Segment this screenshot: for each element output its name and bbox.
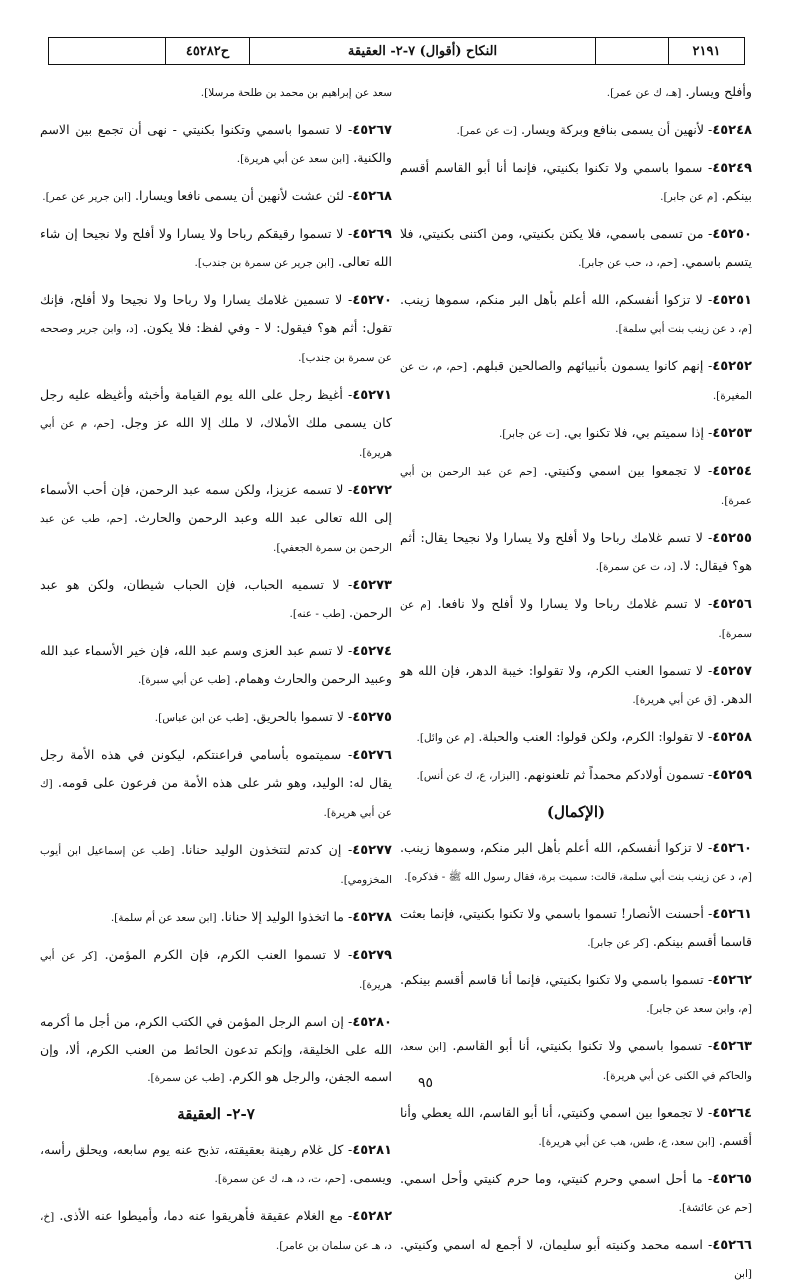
- hadith-source: [ق عن أبي هريرة].: [632, 694, 717, 706]
- right-column: [400, 78, 752, 1280]
- hadith-number: ٤٥٢٦١: [712, 907, 752, 922]
- hadith-source: [د، ت عن سمرة].: [595, 561, 676, 573]
- hadith-text: - لا تجمعوا بين اسمي وكنيتي.: [543, 463, 713, 478]
- hadith-text: - لئن عشت لأنهين أن يسمى نافعا ويسارا.: [135, 188, 353, 203]
- hadith-number: ٤٥٢٧٧: [352, 843, 392, 858]
- hadith-entry: [40, 836, 392, 894]
- hadith-number: ٤٥٢٥٤: [712, 464, 752, 479]
- hadith-number: ٤٥٢٥٢: [712, 359, 752, 374]
- hadith-source: [م، د عن زينب بنت أبي سلمة].: [615, 323, 752, 335]
- hadith-source: [م عن سمرة].: [400, 599, 752, 640]
- hadith-number: ٤٥٢٥٧: [712, 664, 752, 679]
- hadith-source: [حم عن عائشة].: [678, 1202, 752, 1214]
- hadith-source: [خ، د، هـ عن سلمان بن عامر].: [40, 1211, 392, 1252]
- hadith-text: - سميتموه بأسامي فراعنتكم، ليكونن في هذه الأمة رجل يقال له: الوليد، وهو شر على هذه الأمة من فرعون على قومه.: [40, 747, 392, 790]
- hadith-text: - تسمون أولادكم محمداً ثم تلعنونهم.: [523, 767, 713, 782]
- hadith-source: [حم، م عن أبي هريرة].: [40, 418, 392, 459]
- hadith-text: - لا تزكوا أنفسكم، الله أعلم بأهل البر منكم، سموها زينب.: [400, 292, 713, 307]
- hadith-text: - مع الغلام عقيقة فأهريقوا عنه دما، وأميطوا عنه الأذى.: [59, 1208, 353, 1223]
- hadith-source: [ابن سعد عن أم سلمة].: [110, 912, 217, 924]
- hadith-entry: [400, 761, 752, 790]
- hadith-text: - أغيظ رجل على الله يوم القيامة وأخبثه وأغيظه عليه رجل كان يسمى ملك الأملاك، لا ملك إلا الله عز وجل.: [40, 387, 393, 430]
- hadith-number: ٤٥٢٥١: [712, 293, 752, 308]
- hadith-source: [كر عن أبي هريرة].: [40, 950, 392, 991]
- hadith-number: ٤٥٢٦٨: [352, 189, 392, 204]
- hadith-entry: [40, 116, 392, 173]
- hadith-number: ٤٥٢٧٠: [352, 293, 392, 308]
- hadith-text: - إنهم كانوا يسمون بأنبيائهم والصالحين قبلهم.: [471, 358, 713, 373]
- hadith-entry: [40, 637, 392, 694]
- header-title: النكاح (أقوال) ٧-٢- العقيقة: [249, 38, 595, 64]
- header-page-number: ٢١٩١: [668, 38, 744, 64]
- hadith-entry: [400, 900, 752, 957]
- hadith-entry: [400, 1231, 752, 1288]
- hadith-text: - لا تسموا رقيقكم رباحا ولا يسارا ولا أفلح ولا نجيحا إن شاء الله تعالى.: [40, 226, 392, 269]
- hadith-entry: [40, 903, 392, 932]
- hadith-entry: [40, 476, 392, 562]
- hadith-entry: [400, 1032, 752, 1090]
- hadith-number: ٤٥٢٥٠: [712, 227, 752, 242]
- hadith-source: [ابن سعد، ع، طس، هب عن أبي هريرة].: [538, 1136, 715, 1148]
- hadith-entry: [400, 966, 752, 1023]
- hadith-source: [حم، د، حب عن جابر].: [578, 257, 678, 269]
- hadith-source: [ت عن جابر].: [498, 428, 560, 440]
- hadith-number: ٤٥٢٥٩: [712, 768, 752, 783]
- hadith-entry: [40, 703, 392, 732]
- text-columns: [40, 78, 752, 1280]
- hadith-source: [د، وابن جرير وصححه عن سمرة بن جندب].: [40, 323, 392, 364]
- hadith-source: [ابن جرير عن سمرة بن جندب].: [194, 257, 334, 269]
- hadith-entry: [400, 657, 752, 714]
- section-heading: ٧-٢- العقيقة: [177, 1105, 255, 1123]
- hadith-number: ٤٥٢٦٤: [712, 1106, 752, 1121]
- hadith-text: - لا تسموا باسمي وتكنوا بكنيتي - نهى أن تجمع بين الاسم والكنية.: [40, 122, 392, 165]
- hadith-source: [البزار، ع، ك عن أنس].: [416, 770, 520, 782]
- hadith-text: - لا تسم غلامك رباحا ولا يسارا ولا أفلح ولا نافعا.: [437, 596, 713, 611]
- hadith-text: - لا تسموا بالحريق.: [252, 709, 353, 724]
- hadith-number: ٤٥٢٦٢: [712, 973, 752, 988]
- hadith-text: - كل غلام رهينة بعقيقته، تذبح عنه يوم سابعه، ويحلق رأسه، ويسمى.: [40, 1142, 392, 1185]
- hadith-text: - لا تسم غلامك رباحا ولا أفلح ولا يسارا ولا نجيحا يقال: أثم هو؟ فيقال: لا.: [400, 530, 752, 573]
- hadith-source: [ك عن أبي هريرة].: [40, 778, 392, 819]
- hadith-text: - لا تسم عبد العزى وسم عبد الله، فإن خير الأسماء عبد الله وعبيد الرحمن والحارث وهمام.: [40, 643, 392, 686]
- hadith-text: - لا تسمين غلامك يسارا ولا رباحا ولا نجيحا ولا أفلح، فإنك تقول: أثم هو؟ فيقول: لا - وفي لفظ: فلا يكون.: [40, 292, 392, 335]
- hadith-text: - لا تقولوا: الكرم، ولكن قولوا: العنب والحبلة.: [478, 729, 713, 744]
- hadith-text: - أحسنت الأنصار! تسموا باسمي ولا تكنوا بكنيتي، فإنما بعثت قاسما أقسم بينكم.: [400, 906, 752, 949]
- hadith-number: ٤٥٢٧٤: [352, 644, 392, 659]
- hadith-source: [حم، م، ت عن المغيرة].: [400, 361, 752, 402]
- hadith-source: [م عن وائل].: [416, 732, 475, 744]
- hadith-source: [طب - عنه].: [289, 608, 346, 620]
- hadith-number: ٤٥٢٥٣: [712, 426, 752, 441]
- hadith-entry: [400, 286, 752, 343]
- hadith-entry: [40, 1136, 392, 1193]
- hadith-text: - اسمه محمد وكنيته أبو سليمان، لا أجمع له اسمي وكنيتي.: [400, 1237, 713, 1252]
- header-blank-cell: [49, 38, 165, 64]
- hadith-number: ٤٥٢٦٠: [712, 841, 752, 856]
- hadith-number: ٤٥٢٧٦: [352, 748, 392, 763]
- hadith-source: [م عن جابر].: [660, 191, 718, 203]
- hadith-text: - سموا باسمي ولا تكنوا بكنيتي، فإنما أنا أبو القاسم أقسم بينكم.: [400, 160, 752, 203]
- hadith-text: - من تسمى باسمي، فلا يكتن بكنيتي، ومن اكتنى بكنيتي، فلا يتسم باسمي.: [400, 226, 752, 269]
- hadith-number: ٤٥٢٤٩: [712, 161, 752, 176]
- hadith-source: [طب عن سمرة].: [147, 1072, 225, 1084]
- hadith-number: ٤٥٢٨١: [352, 1143, 392, 1158]
- hadith-text: - لا تسميه الحباب، فإن الحباب شيطان، ولكن هو عبد الرحمن.: [40, 577, 392, 620]
- hadith-source: [ابن: [734, 1268, 752, 1280]
- hadith-text: - لا تزكوا أنفسكم، الله أعلم بأهل البر منكم، وسموها زينب.: [400, 840, 713, 855]
- hadith-number: ٤٥٢٧١: [352, 388, 392, 403]
- hadith-entry: [40, 220, 392, 277]
- hadith-number: ٤٥٢٥٨: [712, 730, 752, 745]
- page-header: [48, 37, 745, 65]
- hadith-entry: [400, 220, 752, 277]
- hadith-text: - إن كدتم لتتخذون الوليد حنانا.: [181, 842, 353, 857]
- hadith-number: ٤٥٢٧٣: [352, 578, 392, 593]
- hadith-text: - إن اسم الرجل المؤمن في الكتب الكرم، من أجل ما أكرمه الله على الخليقة، وإنكم تدعون الحائط من العنب الكرم، ألا، وإن اسمه الجفن، والرجل هو الكرم.: [40, 1014, 392, 1084]
- hadith-entry: [400, 1165, 752, 1222]
- hadith-entry: [400, 457, 752, 515]
- hadith-entry: [400, 723, 752, 752]
- hadith-entry: [40, 741, 392, 827]
- hadith-source: [م، وابن سعد عن جابر].: [646, 1003, 752, 1015]
- left-column: [40, 78, 393, 1252]
- hadith-entry: [40, 1008, 392, 1092]
- hadith-number: ٤٥٢٧٨: [352, 910, 392, 925]
- hadith-text: - ما اتخذوا الوليد إلا حنانا.: [220, 909, 353, 924]
- hadith-number: ٤٥٢٦٥: [712, 1172, 752, 1187]
- hadith-entry: [40, 941, 392, 999]
- hadith-entry: [40, 381, 392, 467]
- hadith-number: ٤٥٢٦٧: [352, 123, 392, 138]
- hadith-number: ٤٥٢٥٦: [712, 597, 752, 612]
- hadith-entry: [40, 571, 392, 628]
- hadith-source: [ابن سعد، والحاكم في الكنى عن أبي هريرة].: [400, 1041, 752, 1082]
- hadith-number: ٤٥٢٨٠: [352, 1015, 392, 1030]
- hadith-number: ٤٥٢٧٩: [352, 948, 392, 963]
- hadith-number: ٤٥٢٥٥: [712, 531, 752, 546]
- hadith-number: ٤٥٢٦٦: [712, 1238, 752, 1253]
- hadith-entry: [400, 419, 752, 448]
- hadith-entry: [40, 1202, 392, 1260]
- hadith-entry: [400, 154, 752, 211]
- hadith-number: ٤٥٢٦٣: [712, 1039, 752, 1054]
- hadith-entry: [400, 834, 752, 891]
- hadith-text: - لا تجمعوا بين اسمي وكنيتي، أنا أبو القاسم، الله يعطي وأنا أقسم.: [400, 1105, 752, 1148]
- hadith-number: ٤٥٢٨٢: [352, 1209, 393, 1224]
- hadith-source: [ت عن عمر].: [456, 125, 517, 137]
- hadith-entry: [400, 116, 752, 145]
- hadith-source: [حم، ت، د، هـ، ك عن سمرة].: [214, 1173, 346, 1185]
- hadith-entry: [40, 182, 392, 211]
- hadith-source: [حم عن عبد الرحمن بن أبي عمرة].: [400, 466, 752, 507]
- hadith-source: [طب عن ابن عباس].: [154, 712, 249, 724]
- hadith-text: - إذا سميتم بي، فلا تكنوا بي.: [563, 425, 713, 440]
- hadith-text: وأفلح ويسار.: [685, 84, 752, 99]
- hadith-number: ٤٥٢٧٥: [352, 710, 392, 725]
- hadith-text: - لا تسموا العنب الكرم، فإن الكرم المؤمن.: [104, 947, 353, 962]
- hadith-text: - لا تسموا العنب الكرم، ولا تقولوا: خيبة الدهر، فإن الله هو الدهر.: [400, 663, 752, 706]
- hadith-source: [طب عن أبي سبرة].: [137, 674, 231, 686]
- hadith-entry: [400, 78, 752, 107]
- hadith-entry: [40, 78, 392, 107]
- hadith-source: [حم، طب عن عبد الرحمن بن سمرة الجعفي].: [40, 513, 392, 554]
- hadith-source: [كر عن جابر].: [587, 937, 649, 949]
- footer-mark: ٩٥: [418, 1075, 434, 1091]
- hadith-source: [ابن سعد عن أبي هريرة].: [236, 153, 350, 165]
- hadith-text: - لأنهين أن يسمى بنافع وبركة ويسار.: [521, 122, 713, 137]
- hadith-entry: [400, 524, 752, 581]
- hadith-number: ٤٥٢٤٨: [712, 123, 752, 138]
- hadith-number: ٤٥٢٧٢: [352, 483, 392, 498]
- hadith-source: سعد عن إبراهيم بن محمد بن طلحة مرسلا].: [200, 87, 392, 99]
- hadith-entry: [40, 286, 392, 372]
- section-heading: (الإكمال): [546, 803, 606, 821]
- hadith-source: [هـ، ك عن عمر].: [606, 87, 682, 99]
- hadith-text: - تسموا باسمي ولا تكنوا بكنيتي، فإنما أنا قاسم أقسم بينكم.: [400, 972, 713, 987]
- hadith-number: ٤٥٢٦٩: [352, 227, 392, 242]
- hadith-source: [طب عن إسماعيل ابن أيوب المخزومي].: [40, 845, 392, 886]
- hadith-source: [ابن جرير عن عمر].: [42, 191, 132, 203]
- hadith-text: - تسموا باسمي ولا تكنوا بكنيتي، أنا أبو القاسم.: [452, 1038, 713, 1053]
- hadith-text: - لا تسمه عزيزا، ولكن سمه عبد الرحمن، فإن أحب الأسماء إلى الله تعالى عبد الله وعبد الرحمن والحارث.: [40, 482, 392, 525]
- hadith-text: - ما أحل اسمي وحرم كنيتي، وما حرم كنيتي وأحل اسمي.: [400, 1171, 713, 1186]
- hadith-source: [م، د عن زينب بنت أبي سلمة، قالت: سميت برة، فقال رسول الله ﷺ - فذكره].: [404, 871, 752, 883]
- hadith-entry: [400, 590, 752, 648]
- hadith-entry: [400, 352, 752, 410]
- header-blank-cell: [595, 38, 668, 64]
- header-range: ح٤٥٢٨٢: [165, 38, 249, 64]
